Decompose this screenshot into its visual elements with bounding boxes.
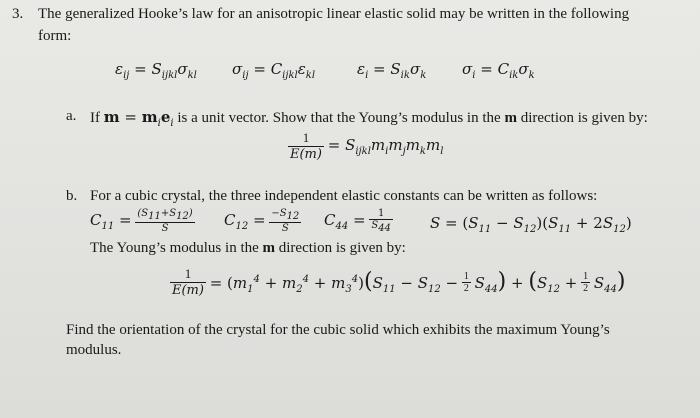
part-b-c12: $C_{12}$ = $\frac{-S_{12}}{S}$ [224, 208, 300, 234]
part-a-m-bold: m [504, 110, 517, 126]
part-b-young-formula: $\frac{1}{E(m)}$ = $(m_1^4 + m_2^4 + m_3^4)(S_{11} - S_{12}$ − $\frac{1}{2}$ $S_{44}) + (S_{12}$ + $\frac{1}{2}$ $S_{44}$) [172, 266, 626, 298]
part-b-rhs: = $(m_1^4 + m_2^4 + m_3^4)(S_{11} - S_{12}$ − [209, 269, 459, 295]
part-b-fraction [170, 266, 206, 298]
problem-intro-line2: form: [38, 28, 72, 44]
part-a-fraction [288, 130, 324, 162]
part-b-s-definition: $S = (S_{11} - S_{12})(S_{11} + 2S_{12})$ [430, 214, 632, 235]
part-a-text-end: direction is given by: [520, 110, 648, 126]
part-a-text-pre: If [90, 110, 100, 126]
part-b-young-m: m [262, 240, 276, 256]
part-a-text [90, 108, 648, 129]
part-b-young-line [90, 240, 406, 257]
part-a-fraction-den: E(m) [290, 147, 322, 162]
hooke-eq-strain-tensor: $\varepsilon_{ij} = S_{ijkl}\sigma_{kl}$ [115, 60, 197, 81]
part-a-unit-vector: $m = m_ie_i$ [103, 108, 174, 129]
part-b-fraction-num: 1 [184, 266, 192, 281]
problem-number: 3. [12, 6, 24, 22]
part-b-c44: $C_{44}$ = $\frac{1}{S_{44}}$ [324, 208, 391, 234]
hooke-eq-stress-voigt: $\sigma_i = C_{ik}\sigma_k$ [462, 60, 535, 81]
hooke-eq-strain-voigt: $\varepsilon_i = S_{ik}\sigma_k$ [357, 60, 427, 81]
part-b-c11: $C_{11}$ = $\frac{(S_{11}+S_{12})}{S}$ [90, 208, 193, 234]
part-b-label: b. [66, 188, 78, 204]
part-b-line1: For a cubic crystal, the three independent elastic constants can be written as follows: [90, 188, 598, 204]
hooke-eq-stress-tensor: $\sigma_{ij} = C_{ijkl}\varepsilon_{kl}$ [232, 60, 316, 81]
part-b-question-line1: Find the orientation of the crystal for the cubic solid which exhibits the maximum Young’s [66, 322, 610, 338]
part-b-question-line2: modulus. [66, 342, 122, 358]
part-b-fraction-den: E(m) [172, 283, 204, 298]
part-b-young-post: direction is given by: [278, 240, 406, 256]
part-a-young-formula [288, 130, 443, 162]
problem-intro-line1: The generalized Hooke’s law for an anisotropic linear elastic solid may be written in the following [38, 6, 630, 22]
part-a-text-post: is a unit vector. Show that the Young’s modulus in the [177, 110, 501, 126]
part-b-young-pre: The Young’s modulus in the [90, 240, 259, 256]
part-a-fraction-num: 1 [302, 130, 310, 145]
part-a-rhs: = $S_{ijkl}m_im_jm_km_l$ [327, 135, 444, 157]
part-a-label: a. [66, 108, 77, 124]
